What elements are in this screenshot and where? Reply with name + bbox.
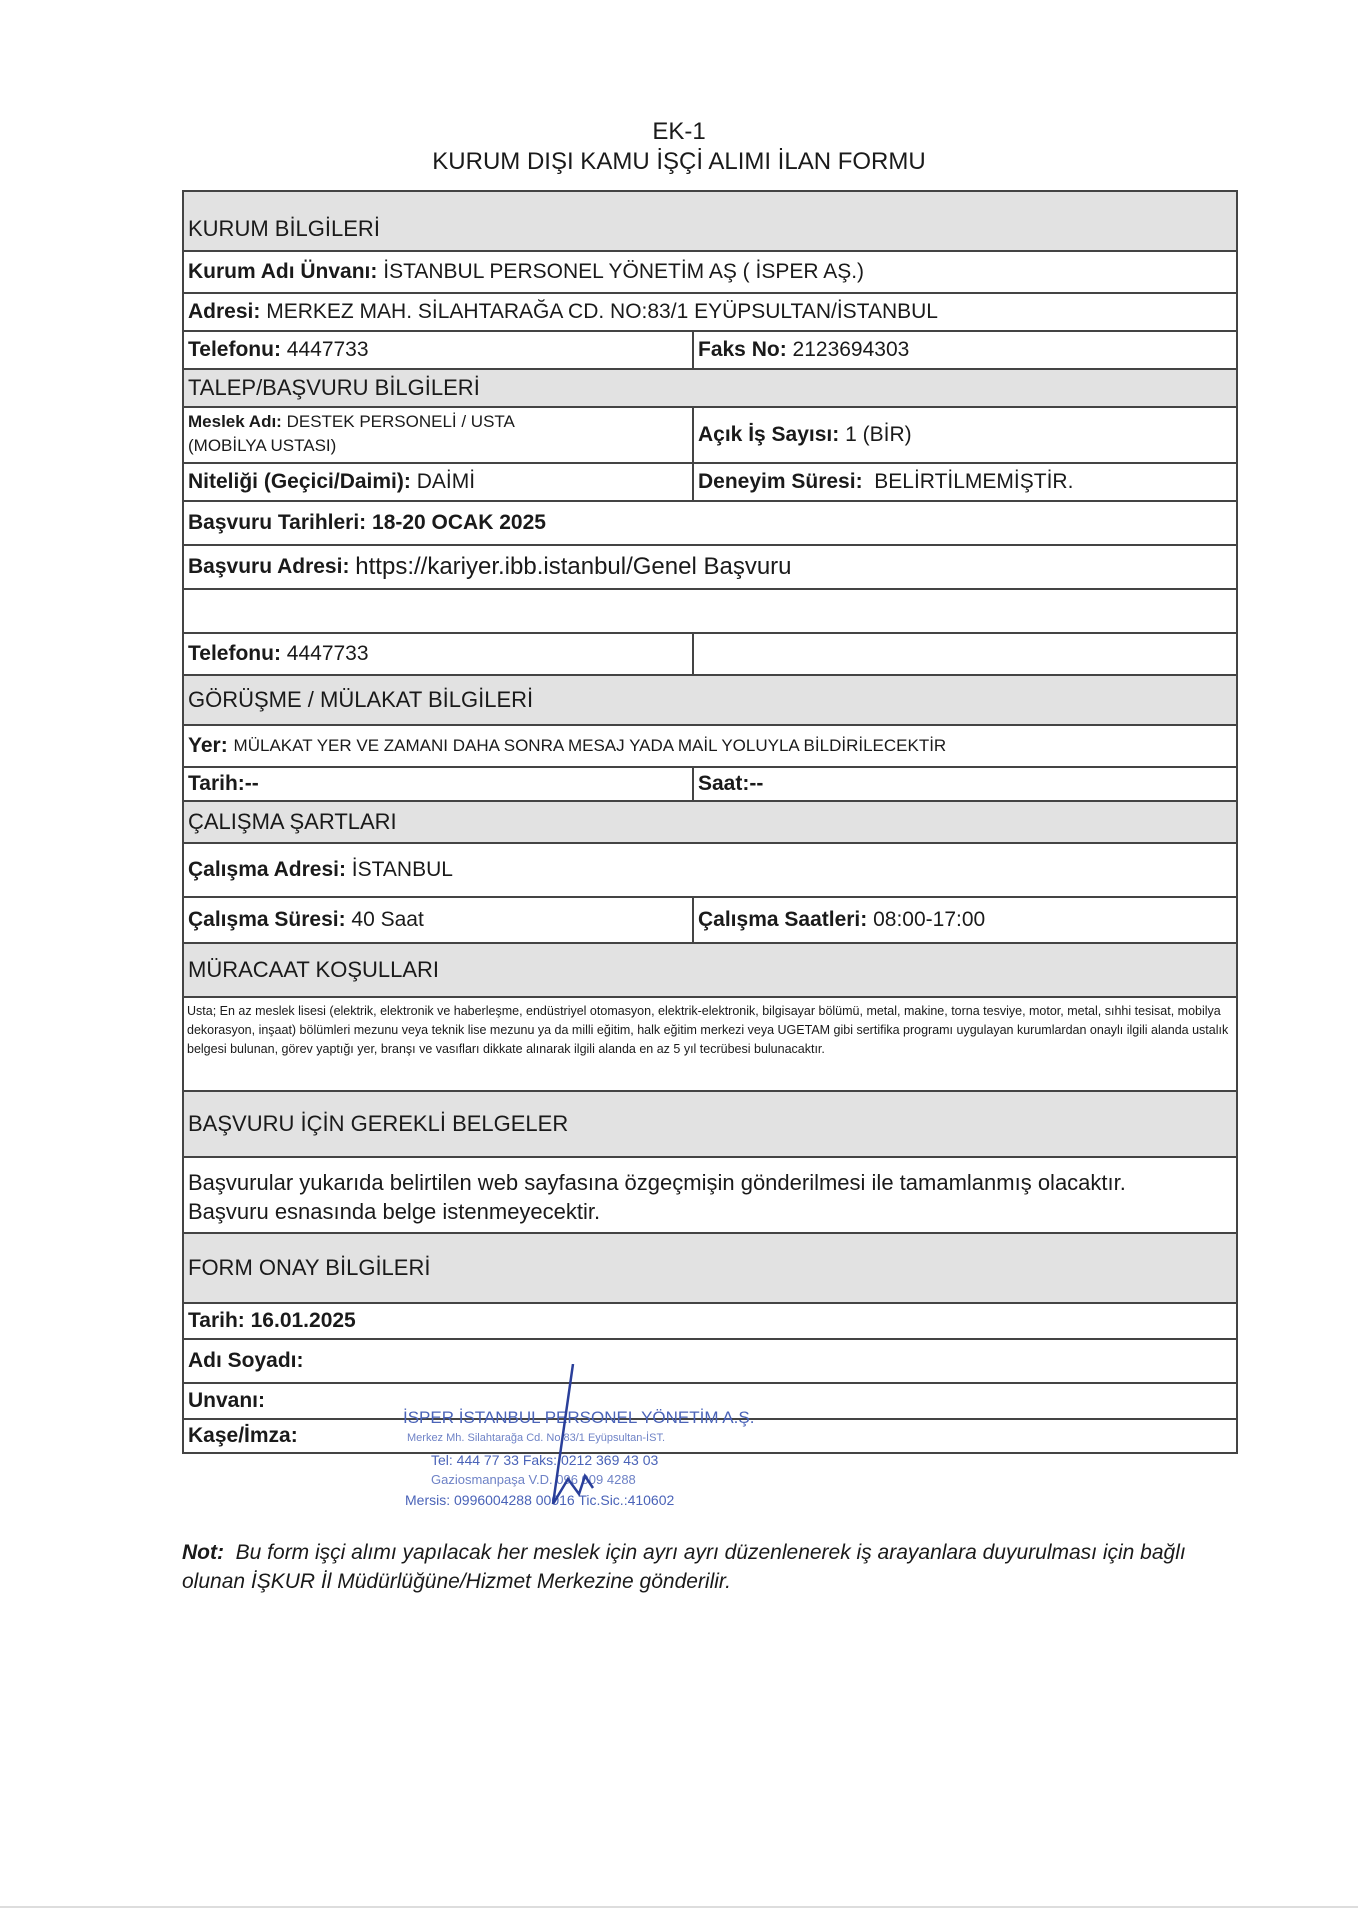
type-cell: [184, 464, 694, 500]
stamp-line2: Merkez Mh. Silahtarağa Cd. No:83/1 Eyüpsultan-İST.: [407, 1432, 666, 1444]
kurum-name-label: Kurum Adı Ünvanı:: [188, 260, 378, 283]
dates: 18-20 OCAK 2025: [372, 511, 546, 534]
exp-cell: [694, 464, 1236, 500]
section-muracaat: MÜRACAAT KOŞULLARI: [188, 957, 440, 982]
approval-date-label: Tarih:: [188, 1309, 245, 1332]
section-onay: FORM ONAY BİLGİLERİ: [188, 1255, 431, 1280]
open-label: Açık İş Sayısı:: [698, 423, 840, 446]
documents-line2: Başvuru esnasında belge istenmeyecektir.: [188, 1199, 601, 1224]
fax: 2123694303: [792, 338, 910, 361]
work-address: İSTANBUL: [351, 858, 453, 881]
apply-address: https://kariyer.ibb.istanbul/Genel Başvuru: [355, 553, 792, 580]
address-row: [184, 294, 1236, 330]
hours-label: Çalışma Saatleri:: [698, 908, 868, 931]
page-bottom-line: [0, 1906, 1358, 1908]
phone-label: Telefonu:: [188, 338, 281, 361]
signature-label: Kaşe/İmza:: [188, 1424, 298, 1447]
footer-note: [182, 1538, 1242, 1596]
phone2-cell: [184, 634, 694, 674]
date-cell: [184, 768, 694, 800]
title-label: Unvanı:: [188, 1389, 266, 1412]
doc-code: EK-1: [652, 118, 706, 145]
job-label: Meslek Adı:: [188, 412, 282, 431]
fax-cell: [694, 332, 1236, 368]
phone: 4447733: [286, 338, 369, 361]
place-row: [184, 726, 1236, 766]
apply-address-row: [184, 546, 1236, 588]
signature-scribble: [513, 1364, 633, 1514]
empty-row: [184, 590, 1236, 632]
place: MÜLAKAT YER VE ZAMANI DAHA SONRA MESAJ YADA MAİL YOLUYLA BİLDİRİLECEKTİR: [233, 736, 947, 755]
apply-address-label: Başvuru Adresi:: [188, 555, 350, 578]
documents-text: [184, 1158, 1236, 1232]
section-kurum: KURUM BİLGİLERİ: [188, 216, 380, 241]
fax-label: Faks No:: [698, 338, 787, 361]
exp-label: Deneyim Süresi:: [698, 470, 863, 493]
place-label: Yer:: [188, 734, 228, 757]
approval-date: 16.01.2025: [250, 1309, 356, 1332]
time-cell: [694, 768, 1236, 800]
stamp-line4: Gaziosmanpaşa V.D. 096 009 4288: [431, 1472, 636, 1487]
phone2-label: Telefonu:: [188, 642, 281, 665]
work-address-row: [184, 844, 1236, 896]
note-text: Bu form işçi alımı yapılacak her meslek için ayrı ayrı düzenlenerek iş arayanlara duyurulması için bağlı olunan İŞKUR İl Müdürlüğüne/Hizmet Merkezine gönderilir.: [182, 1541, 1186, 1593]
experience: BELİRTİLMEMİŞTİR.: [874, 470, 1074, 493]
type: DAİMİ: [416, 470, 476, 493]
stamp-line1: İSPER İSTANBUL PERSONEL YÖNETİM A.Ş.: [403, 1408, 755, 1427]
stamp-line3: Tel: 444 77 33 Faks: 0212 369 43 03: [431, 1452, 659, 1468]
section-belgeler: BAŞVURU İÇİN GEREKLİ BELGELER: [188, 1111, 569, 1136]
note-label: Not:: [182, 1541, 224, 1564]
dates-label: Başvuru Tarihleri:: [188, 511, 367, 534]
duration: 40 Saat: [351, 908, 424, 931]
job: DESTEK PERSONELİ / USTA: [286, 412, 515, 431]
application-form: [182, 190, 1238, 1454]
phone2: 4447733: [286, 642, 369, 665]
duration-label: Çalışma Süresi:: [188, 908, 346, 931]
section-calisma: ÇALIŞMA ŞARTLARI: [188, 809, 397, 834]
doc-title: KURUM DIŞI KAMU İŞÇİ ALIMI İLAN FORMU: [432, 148, 926, 175]
job-detail: (MOBİLYA USTASI): [188, 436, 337, 455]
documents-line1: Başvurular yukarıda belirtilen web sayfasına özgeçmişin gönderilmesi ile tamamlanmış olacaktır.: [188, 1170, 1126, 1195]
name-label: Adı Soyadı:: [188, 1349, 304, 1372]
address-label: Adresi:: [188, 300, 261, 323]
section-talep: TALEP/BAŞVURU BİLGİLERİ: [188, 375, 480, 400]
phone-cell: [184, 332, 694, 368]
section-gorusme: GÖRÜŞME / MÜLAKAT BİLGİLERİ: [188, 687, 534, 712]
job-cell: [184, 408, 694, 462]
name-row: [184, 1340, 1236, 1382]
kurum-name-row: [184, 252, 1236, 292]
empty-cell: [694, 634, 1236, 674]
date-label: Tarih:--: [188, 772, 259, 795]
requirements-text: Usta; En az meslek lisesi (elektrik, elektronik ve haberleşme, endüstriyel otomasyon, elektrik-elektronik, bilgisayar bölümü, metal, makine, torna tesviye, motor, metal, sıhhi tesisat, mobilya dekorasyon, inşaat) bölümleri mezunu veya teknik lise mezunu ya da milli eğitim, halk eğitim merkezi veya UGETAM gibi sertifika programı uygulayan kurumlardan onaylı ilgili alanda ustalık belgesi bulunan, görev yaptığı yer, branşı ve vasıfları dikkate alınarak ilgili alanda en az 5 yıl tecrübesi bulunacaktır.: [187, 1004, 1229, 1056]
address: MERKEZ MAH. SİLAHTARAĞA CD. NO:83/1 EYÜPSULTAN/İSTANBUL: [266, 300, 938, 323]
stamp-line5: Mersis: 0996004288 00016 Tic.Sic.:410602: [405, 1492, 675, 1508]
time-label: Saat:--: [698, 772, 764, 795]
open-count: 1 (BİR): [845, 423, 912, 446]
hours: 08:00-17:00: [873, 908, 986, 931]
approval-date-row: [184, 1304, 1236, 1338]
duration-cell: [184, 898, 694, 942]
type-label: Niteliği (Geçici/Daimi):: [188, 470, 411, 493]
kurum-name: İSTANBUL PERSONEL YÖNETİM AŞ ( İSPER AŞ.): [383, 260, 865, 283]
open-cell: [694, 408, 1236, 462]
work-address-label: Çalışma Adresi:: [188, 858, 346, 881]
dates-row: [184, 502, 1236, 544]
hours-cell: [694, 898, 1236, 942]
